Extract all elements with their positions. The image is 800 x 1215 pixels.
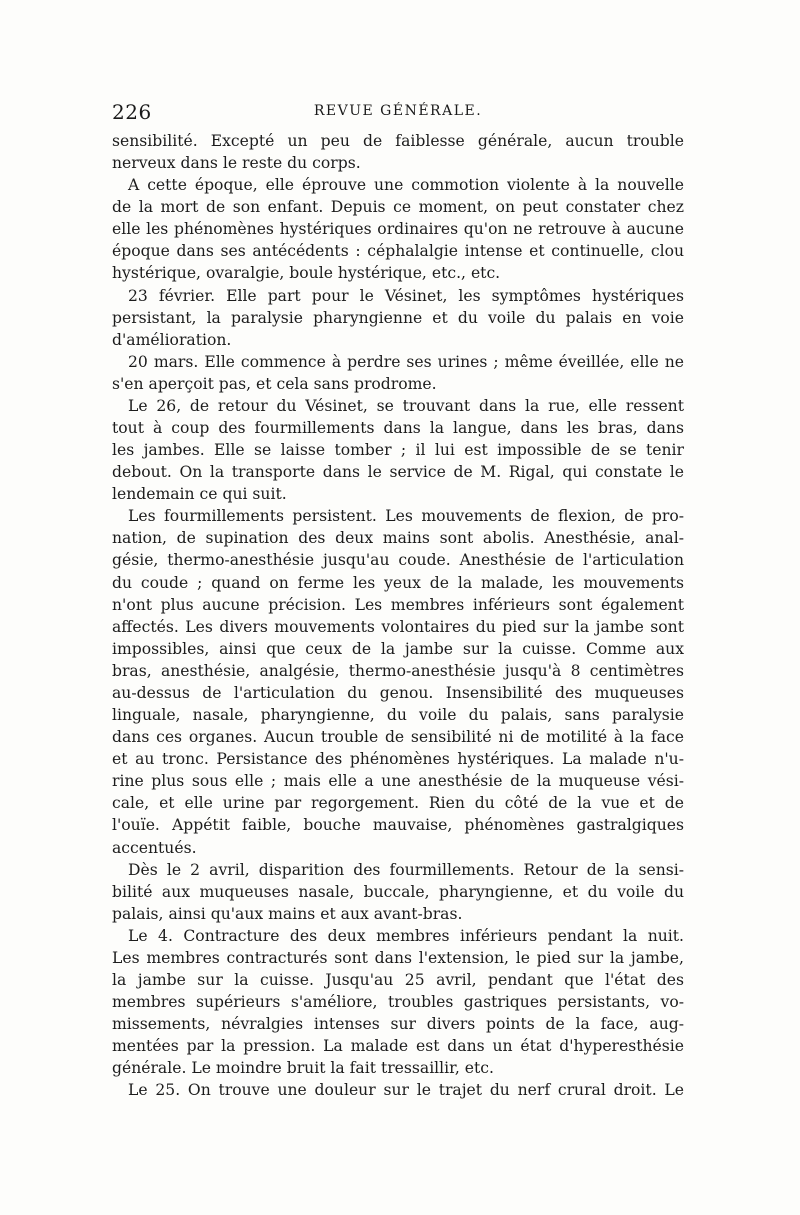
text-line: l'ouïe. Appétit faible, bouche mauvaise, phénomènes gastralgiques: [112, 816, 684, 835]
text-line: au-dessus de l'articulation du genou. Insensibilité des muqueuses: [112, 683, 684, 702]
text-line: Les fourmillements persistent. Les mouvements de flexion, de pro-: [128, 507, 684, 526]
text-line: affectés. Les divers mouvements volontaires du pied sur la jambe sont: [112, 617, 684, 636]
text-line: mentées par la pression. La malade est dans un état d'hyperesthésie: [112, 1037, 684, 1056]
text-line: palais, ainsi qu'aux mains et aux avant-bras.: [112, 904, 463, 923]
text-line: gésie, thermo-anesthésie jusqu'au coude. Anesthésie de l'articulation: [112, 551, 684, 570]
text-line: du coude ; quand on ferme les yeux de la malade, les mouvements: [112, 573, 684, 592]
text-line: impossibles, ainsi que ceux de la jambe sur la cuisse. Comme aux: [112, 639, 684, 658]
text-line: 23 février. Elle part pour le Vésinet, les symptômes hystériques: [128, 286, 684, 305]
text-line: nerveux dans le reste du corps.: [112, 154, 361, 173]
text-line: accentués.: [112, 838, 197, 857]
text-line: membres supérieurs s'améliore, troubles gastriques persistants, vo-: [112, 993, 684, 1012]
text-line: A cette époque, elle éprouve une commotion violente à la nouvelle: [128, 176, 684, 195]
text-line: 20 mars. Elle commence à perdre ses urines ; même éveillée, elle ne: [128, 352, 684, 371]
text-line: d'amélioration.: [112, 330, 232, 349]
text-line: missements, névralgies intenses sur divers points de la face, aug-: [112, 1015, 684, 1034]
body-text: [112, 130, 684, 1101]
text-line: Les membres contracturés sont dans l'extension, le pied sur la jambe,: [112, 948, 684, 967]
text-line: bras, anesthésie, analgésie, thermo-anesthésie jusqu'à 8 centimètres: [112, 661, 684, 680]
text-line: n'ont plus aucune précision. Les membres inférieurs sont également: [112, 595, 684, 614]
text-line: dans ces organes. Aucun trouble de sensibilité ni de motilité à la face: [112, 728, 684, 747]
text-line: les jambes. Elle se laisse tomber ; il lui est impossible de se tenir: [112, 441, 684, 460]
page-header: [112, 100, 684, 124]
text-line: de la mort de son enfant. Depuis ce moment, on peut constater chez: [112, 198, 684, 217]
text-line: générale. Le moindre bruit la fait tressaillir, etc.: [112, 1059, 494, 1078]
page-number: 226: [112, 100, 152, 124]
text-line: cale, et elle urine par regorgement. Rien du côté de la vue et de: [112, 794, 684, 813]
text-line: lendemain ce qui suit.: [112, 485, 287, 504]
text-line: rine plus sous elle ; mais elle a une anesthésie de la muqueuse vési-: [112, 772, 684, 791]
text-line: et au tronc. Persistance des phénomènes hystériques. La malade n'u-: [112, 750, 684, 769]
text-line: persistant, la paralysie pharyngienne et du voile du palais en voie: [112, 308, 684, 327]
text-line: hystérique, ovaralgie, boule hystérique, etc., etc.: [112, 264, 501, 283]
text-line: Le 4. Contracture des deux membres inférieurs pendant la nuit.: [128, 926, 684, 945]
text-line: elle les phénomènes hystériques ordinaires qu'on ne retrouve à aucune: [112, 220, 684, 239]
text-line: Le 25. On trouve une douleur sur le trajet du nerf crural droit. Le: [128, 1081, 684, 1100]
running-title: REVUE GÉNÉRALE.: [313, 103, 483, 119]
text-line: debout. On la transporte dans le service de M. Rigal, qui constate le: [112, 463, 684, 482]
text-line: sensibilité. Excepté un peu de faiblesse générale, aucun trouble: [112, 132, 684, 150]
text-line: Le 26, de retour du Vésinet, se trouvant dans la rue, elle ressent: [128, 396, 684, 415]
text-line: tout à coup des fourmillements dans la langue, dans les bras, dans: [112, 419, 684, 438]
text-line: Dès le 2 avril, disparition des fourmillements. Retour de la sensi-: [128, 860, 684, 879]
text-line: linguale, nasale, pharyngienne, du voile du palais, sans paralysie: [112, 706, 684, 725]
text-line: s'en aperçoit pas, et cela sans prodrome.: [112, 374, 437, 393]
text-line: nation, de supination des deux mains sont abolis. Anesthésie, anal-: [112, 529, 684, 548]
text-line: bilité aux muqueuses nasale, buccale, pharyngienne, et du voile du: [112, 882, 684, 901]
text-line: époque dans ses antécédents : céphalalgie intense et continuelle, clou: [112, 242, 684, 261]
text-line: la jambe sur la cuisse. Jusqu'au 25 avril, pendant que l'état des: [112, 970, 684, 989]
